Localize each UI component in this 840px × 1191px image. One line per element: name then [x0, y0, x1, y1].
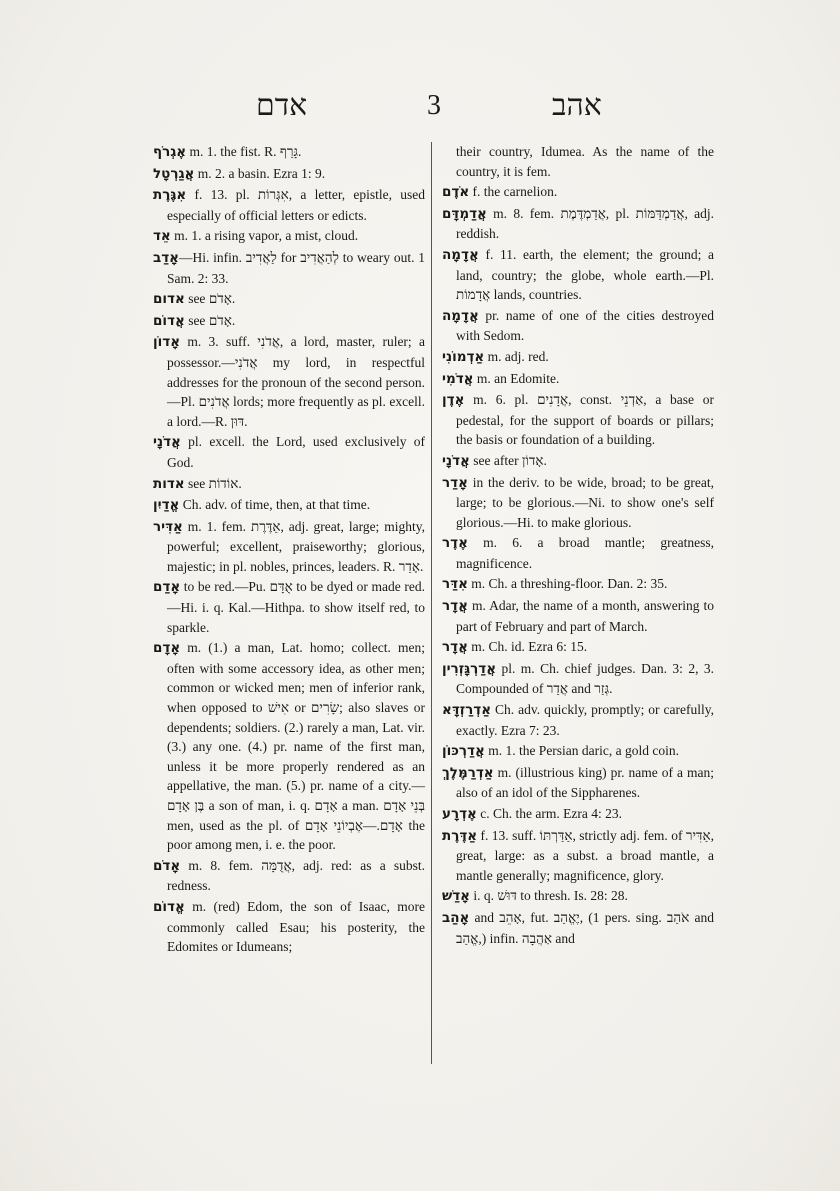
dictionary-entry	[153, 142, 425, 163]
entry-definition: m. 1. a rising vapor, a mist, cloud.	[170, 228, 359, 244]
entry-definition: see after אָדוֹן.	[469, 452, 547, 468]
entry-headword: אֲדָר	[442, 598, 468, 615]
dictionary-entry	[442, 908, 714, 948]
entry-headword: אֱדוֹם	[153, 898, 185, 915]
entry-definition: Ch. adv. of time, then, at that time.	[179, 497, 371, 513]
entry-headword: אִגֶּרֶת	[153, 187, 187, 204]
entry-definition: m. an Edomite.	[473, 370, 560, 386]
entry-definition: Ch. adv. quickly, promptly; or carefully, exactly. Ezra 7: 23.	[456, 702, 714, 738]
entry-definition: c. Ch. the arm. Ezra 4: 23.	[476, 806, 622, 821]
entry-definition: see אוֹדוֹת.	[184, 475, 242, 491]
dictionary-entry	[153, 226, 425, 247]
entry-headword: אֲדָר	[442, 639, 468, 656]
entry-definition: f. the carnelion.	[469, 184, 558, 200]
dictionary-entry	[153, 432, 425, 472]
dictionary-entry	[153, 289, 425, 310]
entry-definition: i. q. דּוּשׁ to thresh. Is. 28: 28.	[470, 888, 628, 904]
dictionary-entry	[442, 473, 714, 533]
entry-headword: אֹדֶם	[442, 184, 470, 201]
dictionary-entry	[442, 637, 714, 658]
entry-definition: f. 13. pl. אִגְּרוֹת, a letter, epistle, used especially of official letters or edicts.	[167, 187, 425, 223]
dictionary-entry	[153, 856, 425, 896]
dictionary-entry	[442, 204, 714, 244]
entry-definition: m. 1. the Persian daric, a gold coin.	[484, 743, 680, 759]
left-column	[153, 142, 425, 958]
dictionary-entry	[442, 574, 714, 595]
dictionary-entry	[153, 897, 425, 957]
entry-definition: m. 1. the fist. R. גָּרַף.	[186, 144, 302, 159]
entry-definition: m. 6. pl. אֲדָנִים, const. אַדְנֵי, a base or pedestal, for the support of boards or pillars; the basis or foundation of a building.	[456, 392, 714, 448]
dictionary-entry	[153, 332, 425, 431]
dictionary-entry	[442, 390, 714, 450]
entry-headword: אֲדָמָה	[442, 246, 479, 263]
header-right-word: אהב	[552, 89, 602, 122]
dictionary-entry	[442, 245, 714, 305]
dictionary-entry	[442, 886, 714, 907]
entry-headword: אֲדָמָה	[442, 307, 479, 324]
entry-headword: אדום	[153, 291, 185, 308]
dictionary-entry	[153, 248, 425, 288]
entry-definition: —Hi. infin. לַאֲדִיב for לְהַאֲדִיב to weary out. 1 Sam. 2: 33.	[167, 249, 425, 286]
entry-definition: m. 3. suff. אֲדֹנִי, a lord, master, ruler; a possessor.—אֲדֹנִי my lord, in respectful addresses for the pronoun of the second person.—Pl. אֲדֹנִים lords; more frequently as pl. excell. a lord.—R. דּוּן.	[167, 334, 425, 429]
entry-headword: אַדְמוֹנִי	[442, 348, 485, 365]
entry-headword: אֲגַרְטָל	[153, 165, 195, 182]
entry-definition: see אָדֹם.	[184, 291, 236, 307]
entry-definition: pr. name of one of the cities destroyed with Sedom.	[456, 307, 714, 344]
entry-definition: their country, Idumea. As the name of the country, it is fem.	[456, 144, 714, 179]
entry-definition: see אָדֹם.	[184, 312, 236, 328]
entry-headword: אֲדֹמִי	[442, 370, 474, 387]
entry-definition: m. Ch. a threshing-floor. Dan. 2: 35.	[467, 576, 668, 592]
dictionary-entry	[153, 474, 425, 495]
dictionary-entry	[153, 164, 425, 185]
entry-definition: m. Ch. id. Ezra 6: 15.	[467, 639, 588, 655]
entry-headword: אֲדֹנָי	[153, 434, 181, 451]
entry-definition: m. Adar, the name of a month, answering to part of February and part of March.	[456, 598, 714, 634]
entry-headword: אָהַב	[442, 909, 470, 926]
dictionary-entry	[153, 495, 425, 516]
dictionary-entry	[153, 638, 425, 855]
entry-headword: אֱדַיִן	[153, 497, 180, 514]
entry-headword: אֲדַרְגָּזְרִין	[442, 660, 497, 677]
column-divider	[431, 142, 432, 1064]
entry-headword: אִדַּר	[442, 576, 468, 593]
entry-headword: אֶגְרֹף	[153, 144, 187, 160]
entry-headword: אָדַר	[442, 474, 468, 491]
dictionary-entry	[442, 142, 714, 181]
entry-definition: m. 2. a basin. Ezra 1: 9.	[194, 165, 326, 181]
entry-headword: אֵד	[153, 228, 171, 245]
dictionary-entry	[442, 741, 714, 762]
dictionary-entry	[442, 182, 714, 203]
entry-definition: m. adj. red.	[484, 348, 549, 364]
entry-headword: אָדַב	[153, 249, 179, 266]
entry-definition: m. 8. fem. אֲדַמְדֶּמֶת, pl. אֲדַמְדַּמּוֹת, adj. reddish.	[456, 205, 714, 242]
entry-headword: אָדֹם	[153, 857, 181, 874]
entry-headword: אדות	[153, 475, 185, 492]
dictionary-entry	[442, 700, 714, 740]
entry-headword: אַדִּיר	[153, 518, 183, 535]
entry-headword: אֶדְרָע	[442, 806, 477, 822]
entry-definition: pl. excell. the Lord, used exclusively of God.	[167, 434, 425, 470]
dictionary-entry	[442, 347, 714, 368]
page-header	[150, 88, 720, 128]
entry-definition: m. (red) Edom, the son of Isaac, more commonly called Esau; his posterity, the Edomites or Idumeans;	[167, 898, 425, 955]
dictionary-entry	[442, 804, 714, 825]
entry-headword: אַדְרַזְדָּא	[442, 702, 492, 719]
entry-definition: in the deriv. to be wide, broad; to be great, large; to be glorious.—Ni. to show one's self glorious.—Hi. to make glorious.	[456, 474, 714, 530]
entry-headword: אַדְרַמֶּלֶךְ	[442, 764, 494, 781]
entry-definition: f. 13. suff. אַדַּרְתּוֹ, strictly adj. fem. of אַדִּיר, great, large: as a subst. a broad mantle, a mantle generally; magnificence, glory.	[456, 827, 714, 883]
entry-headword: אָדָם	[153, 640, 181, 657]
entry-headword: אֲדֹנָי	[442, 452, 470, 469]
dictionary-entry	[442, 533, 714, 573]
entry-definition: m. (1.) a man, Lat. homo; collect. men; often with some accessory idea, as other men; common or wicked men; men of inferior rank, when opposed to אִישׁ or שָׂרִים; also slaves or dependents; soldiers. (2.) rarely a man, Lat. vir. (3.) any one. (4.) pr. name of the first man, unless it be more properly rendered as an appellative, the man. (5.) pr. name of a city.—בֶּן אָדָם a son of man, i. q. אָדָם a man. בְּנֵי אָדָם men, used as the pl. of אָדָם.—אֶבְיוֹנֵי אָדָם the poor among men, i. e. the poor.	[167, 640, 425, 853]
entry-headword: אֶדֶן	[442, 392, 465, 409]
entry-definition: m. 1. fem. אַדֶּרֶת, adj. great, large; mighty, powerful; excellent, praiseworthy; glorious, majestic; in pl. nobles, princes, leaders. R. אָדַר.	[167, 518, 425, 574]
entry-definition: m. (illustrious king) pr. name of a man; also of an idol of the Sippharenes.	[456, 764, 714, 801]
entry-definition: m. 8. fem. אֲדֻמָּה, adj. red: as a subst. redness.	[167, 857, 425, 894]
dictionary-entry	[442, 763, 714, 803]
entry-headword: אֶדֶר	[442, 535, 468, 552]
entry-headword: אָדַשׁ	[442, 888, 471, 905]
dictionary-entry	[442, 826, 714, 886]
entry-definition: f. 11. earth, the element; the ground; a land, country; the globe, whole earth.—Pl. אֲדָמוֹת lands, countries.	[456, 246, 714, 303]
entry-definition: and אָהֵב, fut. יֶאֱהַב, (1 pers. sing. אֹהַב and אֱהַב,) infin. אַהֲבָה and	[456, 909, 714, 946]
entry-definition: to be red.—Pu. אֻדָּם to be dyed or made red.—Hi. i. q. Kal.—Hithpa. to show itself red, to sparkle.	[167, 579, 425, 635]
dictionary-entry	[153, 517, 425, 577]
dictionary-entry	[153, 185, 425, 225]
entry-headword: אָדוֹן	[153, 334, 181, 351]
entry-definition: pl. m. Ch. chief judges. Dan. 3: 2, 3. Compounded of אֲדַר and גְּזַר.	[456, 660, 714, 697]
entry-headword: אֲדוֹם	[153, 312, 185, 329]
entry-headword: אָדַם	[153, 579, 181, 596]
right-column	[442, 142, 714, 949]
entry-headword: אֲדַרְכּוֹן	[442, 743, 485, 760]
dictionary-entry	[442, 451, 714, 472]
dictionary-entry	[442, 306, 714, 346]
dictionary-entry	[153, 311, 425, 332]
entry-headword: אַדֶּרֶת	[442, 827, 478, 844]
dictionary-entry	[153, 577, 425, 637]
dictionary-entry	[442, 596, 714, 636]
page-number: 3	[427, 90, 441, 121]
entry-headword: אֲדַמְדָּם	[442, 205, 487, 222]
header-left-word: אדם	[256, 89, 308, 122]
dictionary-entry	[442, 659, 714, 699]
entry-definition: m. 6. a broad mantle; greatness, magnificence.	[456, 535, 714, 571]
dictionary-entry	[442, 369, 714, 390]
